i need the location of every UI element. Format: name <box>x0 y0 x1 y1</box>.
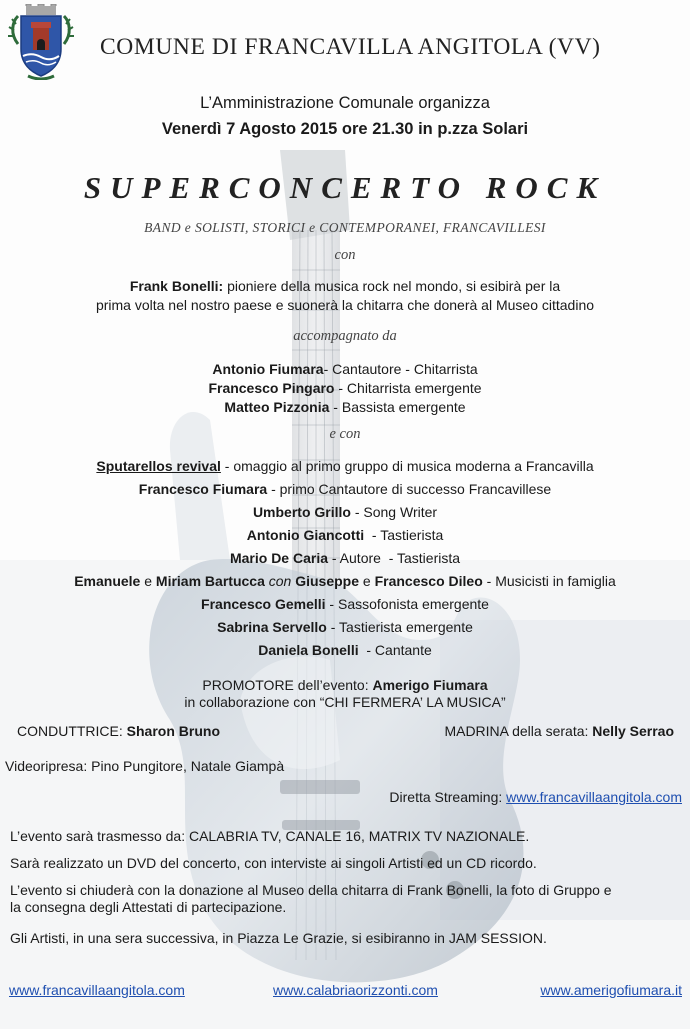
collaboration-line: in collaborazione con “CHI FERMERA’ LA MUSICA” <box>184 694 506 710</box>
list-item: Antonio Fiumara- Cantautore - Chitarrista <box>212 361 478 377</box>
donation-note-1: L’evento si chiuderà con la donazione al Museo della chitarra di Frank Bonelli, la foto di Gruppo e <box>10 882 612 898</box>
headliner-name: Frank Bonelli: <box>129 278 224 294</box>
headliner-desc-2: prima volta nel nostro paese e suonerà la chitarra che donerà al Museo cittadino <box>95 297 595 313</box>
event-date-line: Venerdì 7 Agosto 2015 ore 21.30 in p.zza Solari <box>161 120 529 138</box>
list-item: Daniela Bonelli - Cantante <box>258 642 432 658</box>
streaming-link[interactable]: www.francavillaangitola.com <box>506 789 682 805</box>
promoter-name: Amerigo Fiumara <box>372 677 488 693</box>
list-item: Francesco Fiumara - primo Cantautore di successo Francavillese <box>138 481 552 497</box>
sputarellos-name: Sputarellos revival <box>96 458 221 474</box>
madrina-line: MADRINA della serata: Nelly Serrao <box>444 723 674 739</box>
headliner-line-1 <box>0 278 690 294</box>
list-item: Emanuele e Miriam Bartucca con Giuseppe e Francesco Dileo - Musicisti in famiglia <box>74 573 616 589</box>
list-item: Sabrina Servello - Tastierista emergente <box>217 619 473 635</box>
list-item: Francesco Pingaro - Chitarrista emergente <box>208 380 482 396</box>
list-item: Umberto Grillo - Song Writer <box>252 504 438 520</box>
host-line: CONDUTTRICE: Sharon Bruno <box>17 723 221 739</box>
dvd-note: Sarà realizzato un DVD del concerto, con interviste ai singoli Artisti ed un CD ricordo. <box>10 855 537 871</box>
footer-link-francavilla[interactable]: www.francavillaangitola.com <box>9 982 185 998</box>
coat-of-arms-icon <box>6 4 76 80</box>
municipality-title: COMUNE DI FRANCAVILLA ANGITOLA (VV) <box>100 34 601 60</box>
promoter-line: PROMOTORE dell’evento: Amerigo Fiumara <box>202 677 488 693</box>
video-credits: Videoripresa: Pino Pungitore, Natale Giampà <box>5 758 285 774</box>
footer-link-calabriaorizzonti[interactable]: www.calabriaorizzonti.com <box>273 982 438 998</box>
list-item: Matteo Pizzonia - Bassista emergente <box>224 399 466 415</box>
list-item: Francesco Gemelli - Sassofonista emergente <box>201 596 489 612</box>
concert-title: SUPERCONCERTO ROCK <box>83 170 607 205</box>
organizer-line: L’Amministrazione Comunale organizza <box>200 94 490 112</box>
list-item: Antonio Giancotti - Tastierista <box>246 527 444 543</box>
accompanied-label: accompagnato da <box>293 328 397 344</box>
concert-subtitle: BAND e SOLISTI, STORICI e CONTEMPORANEI, FRANCAVILLESI <box>144 220 546 235</box>
footer-link-amerigofiumara[interactable]: www.amerigofiumara.it <box>540 982 682 998</box>
donation-note-2: la consegna degli Attestati di partecipazione. <box>10 899 287 915</box>
con-label: con <box>334 247 356 263</box>
jam-session-note: Gli Artisti, in una sera successiva, in Piazza Le Grazie, si esibiranno in JAM SESSION. <box>10 930 547 946</box>
list-item: Sputarellos revival - omaggio al primo gruppo di musica moderna a Francavilla <box>96 458 594 474</box>
headliner-desc-1: pioniere della musica rock nel mondo, si esibirà per la <box>223 278 561 294</box>
list-item: Mario De Caria - Autore - Tastierista <box>229 550 461 566</box>
e-con-label: e con <box>329 426 361 442</box>
streaming-line: Diretta Streaming: www.francavillaangitola.com <box>389 789 682 805</box>
broadcast-note: L’evento sarà trasmesso da: CALABRIA TV, CANALE 16, MATRIX TV NAZIONALE. <box>10 828 530 844</box>
